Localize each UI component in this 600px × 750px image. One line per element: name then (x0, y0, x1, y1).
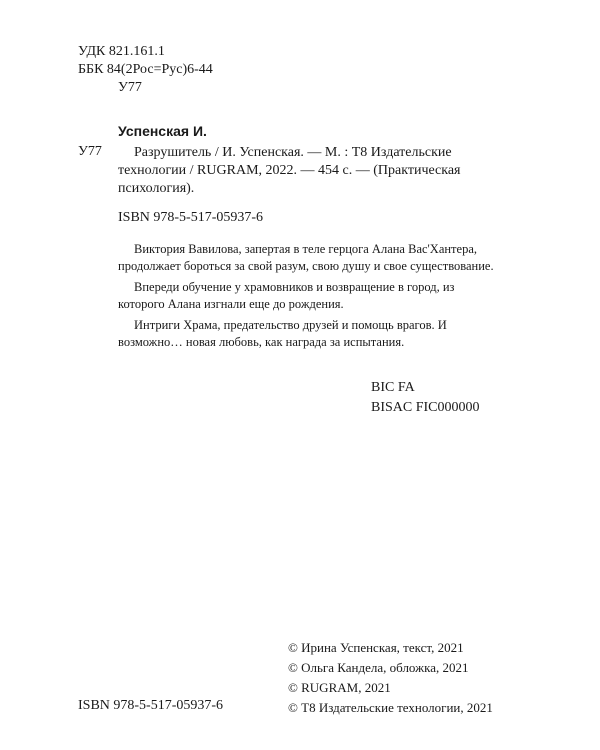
bic-block (371, 378, 480, 418)
annotation-paragraph-1: Виктория Вавилова, запертая в теле герцога Алана Вас'Хантера, продолжает бороться за свой разум, свою душу и свое существование. (118, 242, 494, 273)
author-mark-left: У77 (78, 144, 102, 159)
copyright-block (288, 638, 493, 718)
isbn-main: ISBN 978-5-517-05937-6 (118, 210, 264, 225)
bic-code: BIC FA (371, 380, 415, 395)
bib-line-3: психология). (118, 181, 195, 196)
isbn-footer: ISBN 978-5-517-05937-6 (78, 698, 224, 713)
copyright-line-2: © Ольга Кандела, обложка, 2021 (288, 660, 469, 675)
udk-code: УДК 821.161.1 (78, 44, 165, 59)
classification-block (78, 43, 213, 97)
author-mark: У77 (118, 80, 142, 95)
copyright-line-4: © Т8 Издательские технологии, 2021 (288, 700, 493, 715)
bbk-code: ББК 84(2Рос=Рус)6-44 (78, 62, 213, 77)
bibliographic-description (118, 144, 498, 198)
annotation-paragraph-2: Впереди обучение у храмовников и возвращение в город, из которого Алана изгнали еще до рождения. (118, 280, 455, 311)
copyright-line-1: © Ирина Успенская, текст, 2021 (288, 640, 464, 655)
bib-line-1: Разрушитель / И. Успенская. — М. : Т8 Издательские (134, 145, 452, 160)
annotation (118, 241, 503, 351)
bib-line-2: технологии / RUGRAM, 2022. — 454 с. — (Практическая (118, 163, 461, 178)
annotation-paragraph-3: Интриги Храма, предательство друзей и помощь врагов. И возможно… новая любовь, как награда за испытания. (118, 318, 447, 349)
bisac-code: BISAC FIC000000 (371, 400, 480, 415)
author-name: Успенская И. (118, 123, 207, 139)
copyright-line-3: © RUGRAM, 2021 (288, 680, 391, 695)
